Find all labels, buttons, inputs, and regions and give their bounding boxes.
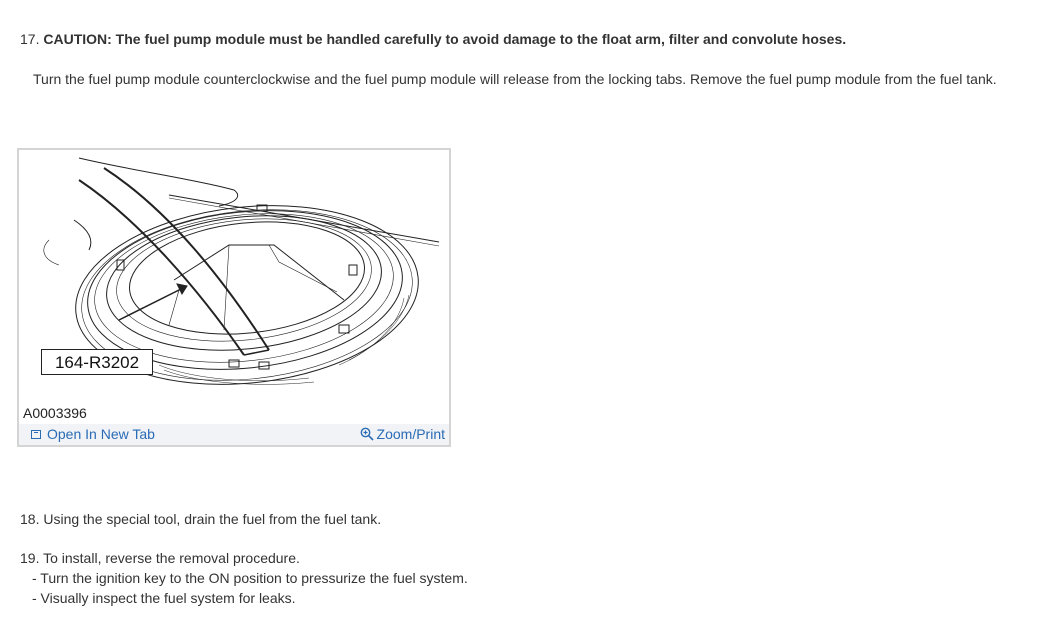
caution-text: CAUTION: The fuel pump module must be handled carefully to avoid damage to the float arm, filter and convolute hoses. bbox=[43, 31, 847, 47]
step-19-item: - Turn the ignition key to the ON position to pressurize the fuel system. bbox=[32, 570, 468, 586]
figure-id: A0003396 bbox=[23, 405, 87, 421]
open-in-new-tab-link[interactable] bbox=[31, 426, 155, 442]
figure-callout-label: 164-R3202 bbox=[41, 349, 153, 375]
step-18: 18. Using the special tool, drain the fuel from the fuel tank. bbox=[20, 511, 382, 527]
magnifier-plus-icon bbox=[360, 427, 374, 441]
open-in-new-tab-label: Open In New Tab bbox=[47, 426, 155, 442]
step-19-item: - Visually inspect the fuel system for leaks. bbox=[32, 590, 296, 606]
zoom-print-label: Zoom/Print bbox=[376, 426, 445, 442]
figure-footer bbox=[19, 424, 449, 445]
step-19: 19. To install, reverse the removal procedure. bbox=[20, 550, 300, 566]
zoom-print-link[interactable] bbox=[360, 426, 445, 442]
figure-container bbox=[17, 148, 451, 447]
step-17-instruction: Turn the fuel pump module counterclockwise and the fuel pump module will release from the locking tabs. Remove the fuel pump module from the fuel tank. bbox=[33, 71, 997, 87]
external-tab-icon bbox=[31, 430, 41, 439]
step-17-caution bbox=[20, 30, 846, 48]
step-17-number: 17. bbox=[20, 31, 40, 47]
